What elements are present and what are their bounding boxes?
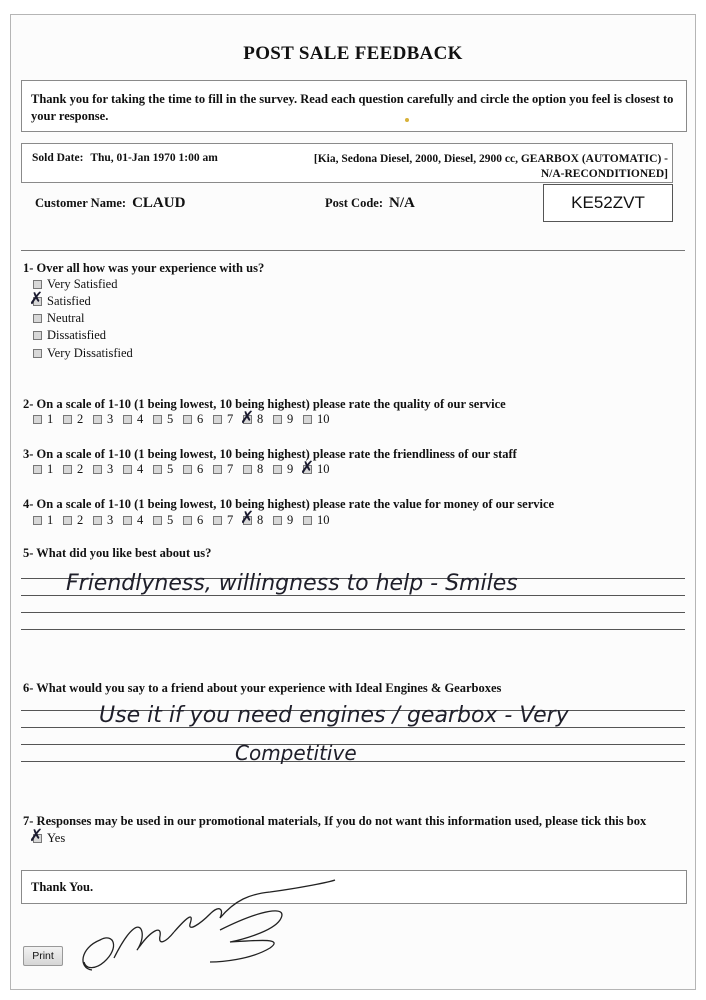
checkbox[interactable] [93, 465, 102, 474]
q1-option[interactable]: Dissatisfied [33, 327, 106, 343]
checkbox[interactable] [63, 465, 72, 474]
q1-option[interactable]: Very Satisfied [33, 276, 117, 292]
thank-you-text: Thank You. [31, 880, 94, 894]
checkbox[interactable] [63, 415, 72, 424]
scale-option[interactable]: 4 [123, 462, 153, 477]
checkbox[interactable] [33, 415, 42, 424]
intro-text: Thank you for taking the time to fill in the survey. Read each question carefully and circle the option you feel is closest to your response. [31, 92, 674, 123]
checkbox[interactable] [243, 465, 252, 474]
checkbox[interactable] [93, 516, 102, 525]
scale-option[interactable]: 2 [63, 462, 93, 477]
checkbox[interactable] [33, 349, 42, 358]
q5-handwritten-answer [60, 562, 518, 602]
checkbox[interactable] [303, 415, 312, 424]
customer-name-label: Customer Name: [35, 196, 127, 210]
checkbox[interactable] [273, 465, 282, 474]
handwritten-signature [70, 870, 350, 985]
q1-option-selected[interactable]: Satisfied [33, 293, 91, 309]
scale-option[interactable]: 1 [33, 513, 63, 528]
checkbox[interactable] [33, 516, 42, 525]
sold-date [32, 152, 218, 164]
post-code-value: N/A [388, 195, 415, 211]
q2-question: 2- On a scale of 1-10 (1 being lowest, 10 being highest) please rate the quality of our service [23, 397, 506, 411]
q5-question: 5- What did you like best about us? [23, 546, 212, 560]
scale-option[interactable]: 7 [213, 462, 243, 477]
divider [21, 250, 685, 251]
q3-scale [33, 458, 333, 478]
checkbox[interactable] [153, 465, 162, 474]
scale-option[interactable]: 7 [213, 412, 243, 427]
scale-option[interactable]: 7 [213, 513, 243, 528]
scale-option[interactable]: 5 [153, 513, 183, 528]
scale-option[interactable]: 2 [63, 513, 93, 528]
checkbox[interactable] [273, 516, 282, 525]
scale-option[interactable]: 6 [183, 513, 213, 528]
scale-option[interactable]: 6 [183, 462, 213, 477]
q6-answer-line-2: Competitive [235, 741, 357, 765]
vehicle-description: [Kia, Sedona Diesel, 2000, Diesel, 2900 cc, GEARBOX (AUTOMATIC) - N/A-RECONDITIONED] [313, 153, 668, 180]
checkbox[interactable] [33, 465, 42, 474]
customer-name-value: CLAUD [132, 195, 186, 211]
checkbox[interactable] [213, 516, 222, 525]
checkbox[interactable] [303, 516, 312, 525]
checkbox[interactable] [123, 465, 132, 474]
q4-question: 4- On a scale of 1-10 (1 being lowest, 10 being highest) please rate the value for money of our service [23, 497, 555, 511]
scale-option-selected[interactable]: 8 [243, 513, 273, 528]
checkbox[interactable] [213, 415, 222, 424]
scale-option[interactable]: 5 [153, 462, 183, 477]
handwritten-tick-mark: ✗ [240, 408, 255, 428]
print-button[interactable]: Print [23, 946, 63, 966]
q1-option[interactable]: Neutral [33, 310, 84, 326]
sold-date-label: Sold Date: [32, 152, 84, 164]
scale-option[interactable]: 3 [93, 462, 123, 477]
scale-option[interactable]: 9 [273, 412, 303, 427]
scale-option[interactable]: 2 [63, 412, 93, 427]
scale-option-selected[interactable]: 10 [303, 462, 333, 477]
checkbox[interactable] [153, 516, 162, 525]
checkbox[interactable] [33, 280, 42, 289]
post-code [325, 194, 415, 212]
scale-option[interactable]: 4 [123, 513, 153, 528]
scale-option[interactable]: 3 [93, 513, 123, 528]
q3-question: 3- On a scale of 1-10 (1 being lowest, 10 being highest) please rate the friendliness of our staff [23, 447, 517, 461]
q7-yes-option[interactable]: Yes [33, 830, 65, 846]
q6-handwritten-answer [95, 694, 615, 774]
checkbox[interactable] [183, 516, 192, 525]
scale-option[interactable]: 1 [33, 412, 63, 427]
checkbox[interactable] [33, 331, 42, 340]
sale-info-box [21, 143, 673, 183]
scale-option[interactable]: 10 [303, 412, 333, 427]
handwritten-tick-mark: ✗ [300, 458, 315, 478]
q6-answer-line-1: Use it if you need engines / gearbox - Very [99, 703, 569, 728]
handwritten-tick-mark: ✗ [29, 289, 44, 309]
scale-option[interactable]: 9 [273, 462, 303, 477]
q6-question: 6- What would you say to a friend about your experience with Ideal Engines & Gearboxes [23, 681, 502, 695]
scale-option[interactable]: 8 [243, 462, 273, 477]
registration-plate: KE52ZVT [543, 184, 673, 222]
scale-option[interactable]: 5 [153, 412, 183, 427]
checkbox[interactable] [33, 314, 42, 323]
q1-option[interactable]: Very Dissatisfied [33, 345, 133, 361]
checkbox[interactable] [153, 415, 162, 424]
q4-scale [33, 513, 333, 528]
scale-option[interactable]: 1 [33, 462, 63, 477]
scale-option[interactable]: 6 [183, 412, 213, 427]
checkbox[interactable] [63, 516, 72, 525]
scale-option[interactable]: 4 [123, 412, 153, 427]
q1-question: 1- Over all how was your experience with us? [23, 261, 265, 275]
intro-box [21, 80, 687, 132]
customer-name [35, 194, 185, 212]
checkbox[interactable] [213, 465, 222, 474]
checkbox[interactable] [123, 415, 132, 424]
form-title: POST SALE FEEDBACK [243, 43, 463, 64]
post-code-label: Post Code: [325, 196, 383, 210]
handwritten-tick-mark: ✗ [29, 826, 44, 846]
sold-date-value: Thu, 01-Jan 1970 1:00 am [90, 152, 218, 164]
q2-scale [33, 408, 333, 428]
checkbox[interactable] [183, 415, 192, 424]
checkbox[interactable] [273, 415, 282, 424]
q5-answer-text: Friendlyness, willingness to help - Smiles [66, 571, 518, 596]
ink-speck [405, 118, 409, 122]
checkbox[interactable] [123, 516, 132, 525]
handwritten-tick-mark: ✗ [240, 508, 255, 528]
scale-option[interactable]: 10 [303, 513, 333, 528]
checkbox[interactable] [93, 415, 102, 424]
checkbox[interactable] [183, 465, 192, 474]
scale-option[interactable]: 9 [273, 513, 303, 528]
q7-question: 7- Responses may be used in our promotional materials, If you do not want this information used, please tick this box [23, 814, 647, 828]
scale-option-selected[interactable]: 8 [243, 412, 273, 427]
scale-option[interactable]: 3 [93, 412, 123, 427]
